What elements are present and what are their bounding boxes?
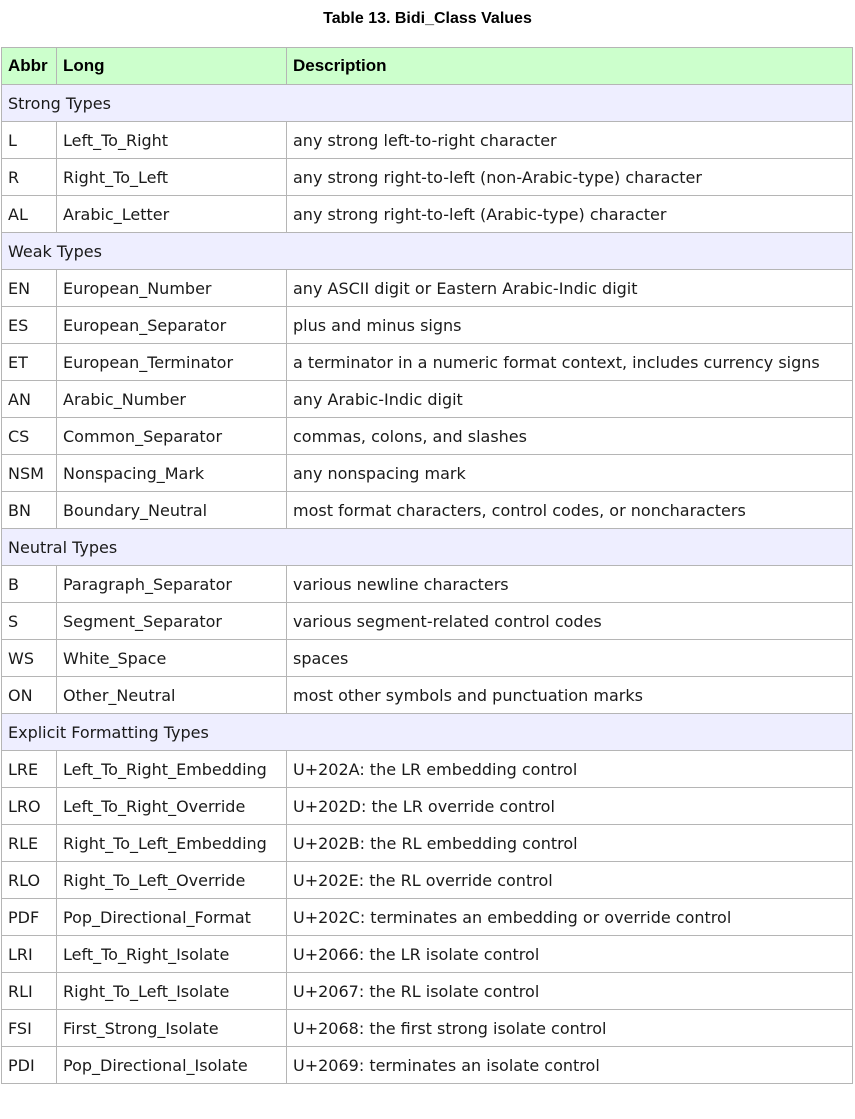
long-name-cell: Pop_Directional_Format	[57, 899, 287, 936]
table-row	[2, 418, 853, 455]
abbr-cell: LRI	[2, 936, 57, 973]
table-row	[2, 566, 853, 603]
description-cell: most format characters, control codes, or noncharacters	[287, 492, 853, 529]
group-row	[2, 85, 853, 122]
long-name-cell: Arabic_Letter	[57, 196, 287, 233]
group-row	[2, 233, 853, 270]
table-row	[2, 899, 853, 936]
abbr-cell: LRO	[2, 788, 57, 825]
description-cell: U+202A: the LR embedding control	[287, 751, 853, 788]
group-row	[2, 714, 853, 751]
group-label: Weak Types	[2, 233, 853, 270]
abbr-cell: S	[2, 603, 57, 640]
description-cell: various newline characters	[287, 566, 853, 603]
abbr-cell: AL	[2, 196, 57, 233]
abbr-cell: PDI	[2, 1047, 57, 1084]
group-label: Explicit Formatting Types	[2, 714, 853, 751]
description-cell: any strong right-to-left (non-Arabic-type) character	[287, 159, 853, 196]
description-cell: any Arabic-Indic digit	[287, 381, 853, 418]
long-name-cell: Right_To_Left_Embedding	[57, 825, 287, 862]
abbr-cell: L	[2, 122, 57, 159]
description-cell: any strong right-to-left (Arabic-type) character	[287, 196, 853, 233]
long-name-cell: Arabic_Number	[57, 381, 287, 418]
long-name-cell: Paragraph_Separator	[57, 566, 287, 603]
abbr-cell: PDF	[2, 899, 57, 936]
long-name-cell: European_Terminator	[57, 344, 287, 381]
table-row	[2, 307, 853, 344]
long-name-cell: Left_To_Right	[57, 122, 287, 159]
long-name-cell: Pop_Directional_Isolate	[57, 1047, 287, 1084]
description-cell: spaces	[287, 640, 853, 677]
long-name-cell: Left_To_Right_Isolate	[57, 936, 287, 973]
abbr-cell: CS	[2, 418, 57, 455]
long-name-cell: Segment_Separator	[57, 603, 287, 640]
abbr-cell: RLO	[2, 862, 57, 899]
table-row	[2, 455, 853, 492]
header-abbr: Abbr	[2, 48, 57, 85]
description-cell: any strong left-to-right character	[287, 122, 853, 159]
long-name-cell: Left_To_Right_Embedding	[57, 751, 287, 788]
table-row	[2, 677, 853, 714]
long-name-cell: Right_To_Left_Override	[57, 862, 287, 899]
table-row	[2, 381, 853, 418]
abbr-cell: AN	[2, 381, 57, 418]
description-cell: U+2068: the first strong isolate control	[287, 1010, 853, 1047]
table-caption: Table 13. Bidi_Class Values	[323, 10, 532, 27]
group-label: Strong Types	[2, 85, 853, 122]
description-cell: U+2067: the RL isolate control	[287, 973, 853, 1010]
description-cell: a terminator in a numeric format context, includes currency signs	[287, 344, 853, 381]
header-row	[2, 48, 853, 85]
long-name-cell: European_Number	[57, 270, 287, 307]
long-name-cell: Right_To_Left_Isolate	[57, 973, 287, 1010]
table-row	[2, 492, 853, 529]
table-row	[2, 270, 853, 307]
bidi-class-table	[1, 47, 853, 1084]
description-cell: U+202D: the LR override control	[287, 788, 853, 825]
table-body	[2, 85, 853, 1084]
table-row	[2, 1047, 853, 1084]
abbr-cell: EN	[2, 270, 57, 307]
description-cell: any nonspacing mark	[287, 455, 853, 492]
table-row	[2, 825, 853, 862]
description-cell: plus and minus signs	[287, 307, 853, 344]
table-row	[2, 344, 853, 381]
table-row	[2, 159, 853, 196]
abbr-cell: FSI	[2, 1010, 57, 1047]
abbr-cell: NSM	[2, 455, 57, 492]
long-name-cell: White_Space	[57, 640, 287, 677]
description-cell: U+202E: the RL override control	[287, 862, 853, 899]
abbr-cell: ES	[2, 307, 57, 344]
group-row	[2, 529, 853, 566]
long-name-cell: Nonspacing_Mark	[57, 455, 287, 492]
description-cell: commas, colons, and slashes	[287, 418, 853, 455]
long-name-cell: Other_Neutral	[57, 677, 287, 714]
header-long: Long	[57, 48, 287, 85]
abbr-cell: BN	[2, 492, 57, 529]
table-row	[2, 196, 853, 233]
description-cell: any ASCII digit or Eastern Arabic-Indic digit	[287, 270, 853, 307]
table-row	[2, 973, 853, 1010]
table-row	[2, 751, 853, 788]
long-name-cell: Boundary_Neutral	[57, 492, 287, 529]
description-cell: U+202C: terminates an embedding or override control	[287, 899, 853, 936]
abbr-cell: ET	[2, 344, 57, 381]
description-cell: U+2066: the LR isolate control	[287, 936, 853, 973]
abbr-cell: WS	[2, 640, 57, 677]
abbr-cell: B	[2, 566, 57, 603]
long-name-cell: Right_To_Left	[57, 159, 287, 196]
abbr-cell: RLI	[2, 973, 57, 1010]
long-name-cell: First_Strong_Isolate	[57, 1010, 287, 1047]
table-row	[2, 122, 853, 159]
abbr-cell: RLE	[2, 825, 57, 862]
table-row	[2, 862, 853, 899]
group-label: Neutral Types	[2, 529, 853, 566]
table-row	[2, 640, 853, 677]
description-cell: most other symbols and punctuation marks	[287, 677, 853, 714]
description-cell: various segment-related control codes	[287, 603, 853, 640]
header-description: Description	[287, 48, 853, 85]
long-name-cell: Left_To_Right_Override	[57, 788, 287, 825]
long-name-cell: Common_Separator	[57, 418, 287, 455]
description-cell: U+2069: terminates an isolate control	[287, 1047, 853, 1084]
table-row	[2, 603, 853, 640]
long-name-cell: European_Separator	[57, 307, 287, 344]
abbr-cell: ON	[2, 677, 57, 714]
abbr-cell: LRE	[2, 751, 57, 788]
table-row	[2, 936, 853, 973]
table-row	[2, 788, 853, 825]
table-row	[2, 1010, 853, 1047]
abbr-cell: R	[2, 159, 57, 196]
description-cell: U+202B: the RL embedding control	[287, 825, 853, 862]
